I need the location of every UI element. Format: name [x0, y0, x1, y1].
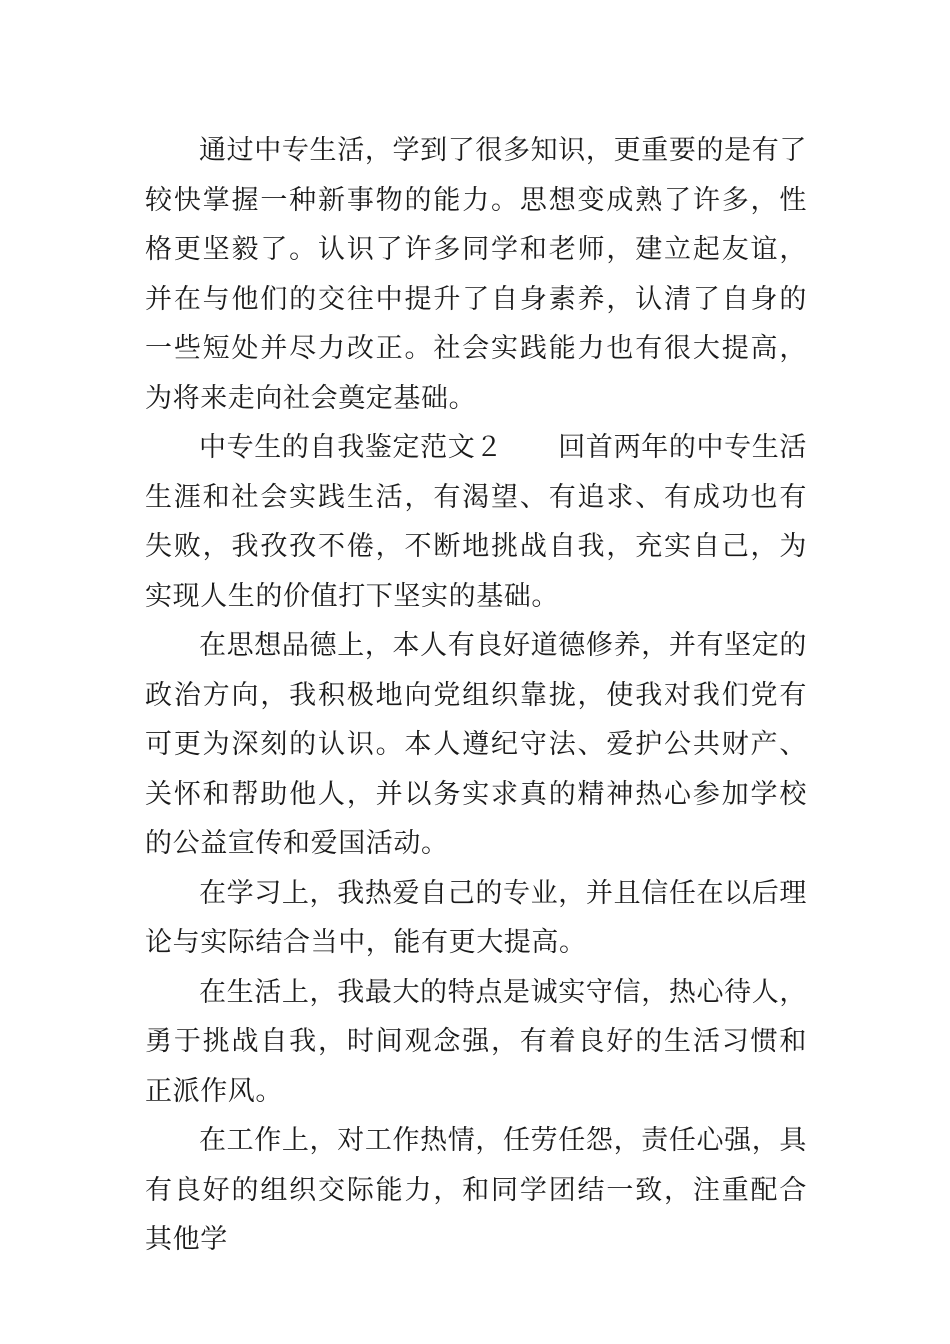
paragraph-study: 在学习上，我热爱自己的专业，并且信任在以后理论与实际结合当中，能有更大提高。: [145, 877, 807, 958]
paragraph-practice-summary: 通过中专生活，学到了很多知识，更重要的是有了较快掌握一种新事物的能力。思想变成熟了许多，性格更坚毅了。认识了许多同学和老师，建立起友谊，并在与他们的交往中提升了自身素养，认清了自身的一些短处并尽力改正。社会实践能力也有很大提高，为将来走向社会奠定基础。: [145, 135, 807, 414]
paragraph-life: 在生活上，我最大的特点是诚实守信，热心待人，勇于挑战自我，时间观念强，有着良好的生活习惯和正派作风。: [145, 976, 807, 1107]
document-body: [145, 126, 807, 1265]
paragraph-ideology: 在思想品德上，本人有良好道德修养，并有坚定的政治方向，我积极地向党组织靠拢，使我对我们党有可更为深刻的认识。本人遵纪守法、爱护公共财产、关怀和帮助他人，并以务实求真的精神热心参加学校的公益宣传和爱国活动。: [145, 630, 807, 859]
paragraph-sample-two-intro: 中专生的自我鉴定范文２ 回首两年的中专生活生涯和社会实践生活，有渴望、有追求、有成功也有失败，我孜孜不倦，不断地挑战自我，充实自己，为实现人生的价值打下坚实的基础。: [145, 432, 807, 612]
paragraph-work: 在工作上，对工作热情，任劳任怨，责任心强，具有良好的组织交际能力，和同学团结一致，注重配合其他学: [145, 1125, 807, 1255]
